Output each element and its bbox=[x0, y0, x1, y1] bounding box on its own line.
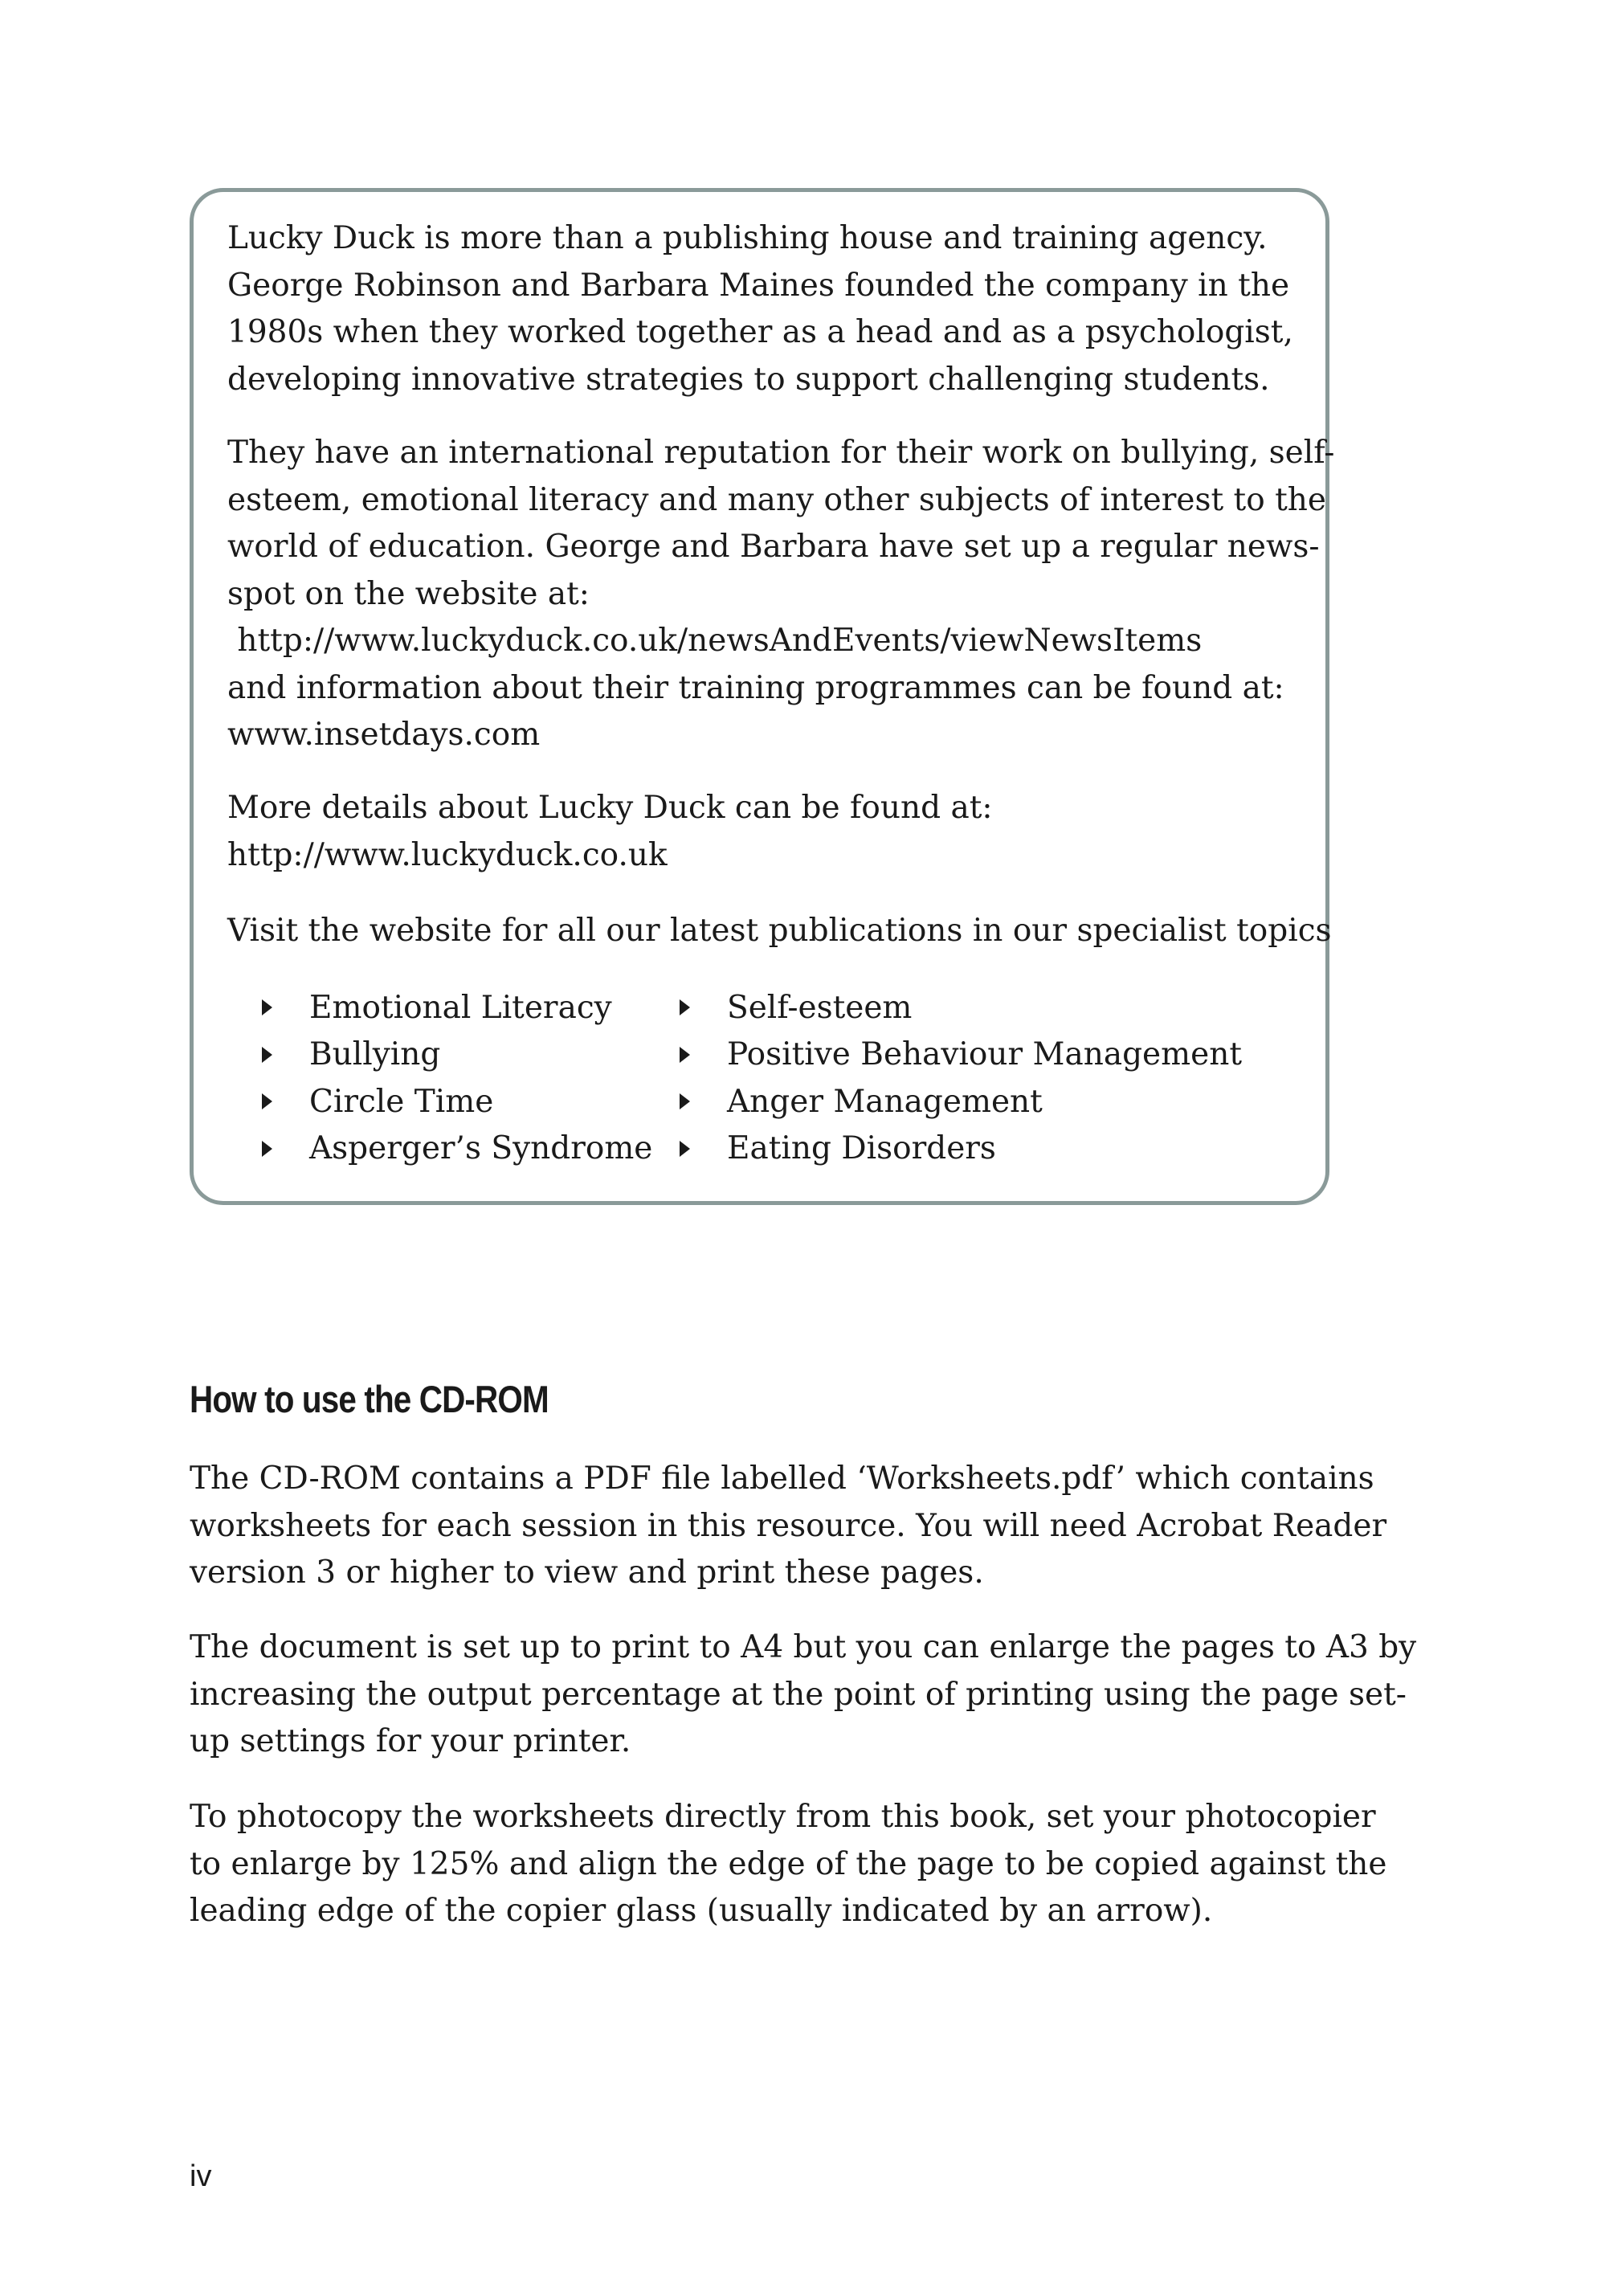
visit-paragraph: Visit the website for all our latest publications in our specialist topics bbox=[227, 913, 1332, 949]
topic-label: Self-esteem bbox=[727, 989, 913, 1026]
page-number: iv bbox=[190, 2159, 212, 2193]
triangle-bullet-icon bbox=[680, 999, 690, 1015]
triangle-bullet-icon bbox=[262, 999, 272, 1015]
list-item bbox=[257, 1126, 652, 1173]
triangle-bullet-icon bbox=[262, 1093, 272, 1109]
text-line: leading edge of the copier glass (usually indicated by an arrow). bbox=[190, 1893, 1213, 1929]
text-line: To photocopy the worksheets directly from this book, set your photocopier bbox=[190, 1799, 1376, 1835]
text-line: The CD-ROM contains a PDF file labelled ‘Worksheets.pdf’ which contains bbox=[190, 1461, 1374, 1497]
cdrom-paragraph-3 bbox=[190, 1794, 1387, 1935]
topic-label: Eating Disorders bbox=[727, 1130, 996, 1167]
topics-left-column bbox=[257, 984, 652, 1172]
triangle-bullet-icon bbox=[262, 1141, 272, 1157]
triangle-bullet-icon bbox=[262, 1047, 272, 1063]
triangle-bullet-icon bbox=[680, 1093, 690, 1109]
text-line: up settings for your printer. bbox=[190, 1723, 631, 1759]
section-heading: How to use the CD-ROM bbox=[190, 1378, 549, 1420]
topics-right-column bbox=[675, 984, 1242, 1172]
text-line: to enlarge by 125% and align the edge of the page to be copied against the bbox=[190, 1845, 1387, 1882]
list-item bbox=[675, 1126, 1242, 1173]
list-item bbox=[675, 1078, 1242, 1126]
topic-label: Anger Management bbox=[727, 1083, 1043, 1120]
cdrom-paragraph-1 bbox=[190, 1456, 1387, 1597]
topic-label: Bullying bbox=[309, 1036, 441, 1073]
topic-label: Circle Time bbox=[309, 1083, 494, 1120]
triangle-bullet-icon bbox=[680, 1047, 690, 1063]
cdrom-paragraph-2 bbox=[190, 1624, 1417, 1766]
text-line: The document is set up to print to A4 but you can enlarge the pages to A3 by bbox=[190, 1629, 1417, 1665]
list-item bbox=[675, 1032, 1242, 1079]
text-line: worksheets for each session in this resource. You will need Acrobat Reader bbox=[190, 1507, 1387, 1544]
list-item bbox=[675, 984, 1242, 1032]
topic-label: Emotional Literacy bbox=[309, 989, 612, 1026]
list-item bbox=[257, 1032, 652, 1079]
list-item bbox=[257, 1078, 652, 1126]
triangle-bullet-icon bbox=[680, 1141, 690, 1157]
topic-label: Asperger’s Syndrome bbox=[309, 1130, 653, 1167]
topic-label: Positive Behaviour Management bbox=[727, 1036, 1242, 1073]
text-line: version 3 or higher to view and print these pages. bbox=[190, 1554, 984, 1591]
topics-list bbox=[257, 984, 1301, 1177]
details-paragraph: More details about Lucky Duck can be found at: http://www.luckyduck.co.uk bbox=[227, 790, 993, 873]
intro-paragraph: Lucky Duck is more than a publishing house and training agency. George Robinson and Barbara Maines founded the company in the 1980s when they worked together as a head and as a psychologist, developing innovative strategies to support challenging students. bbox=[227, 220, 1293, 398]
text-line: increasing the output percentage at the point of printing using the page set- bbox=[190, 1676, 1407, 1713]
reputation-paragraph: They have an international reputation for their work on bullying, self- esteem, emotional literacy and many other subjects of interest to the world of education. George and Barbara have set up a regular news- spot on the website at: http://www.luckyduck.co.uk/newsAndEvents/viewNewsItems and information about their training programmes can be found at: www.insetdays.com bbox=[227, 435, 1335, 753]
list-item bbox=[257, 984, 652, 1032]
